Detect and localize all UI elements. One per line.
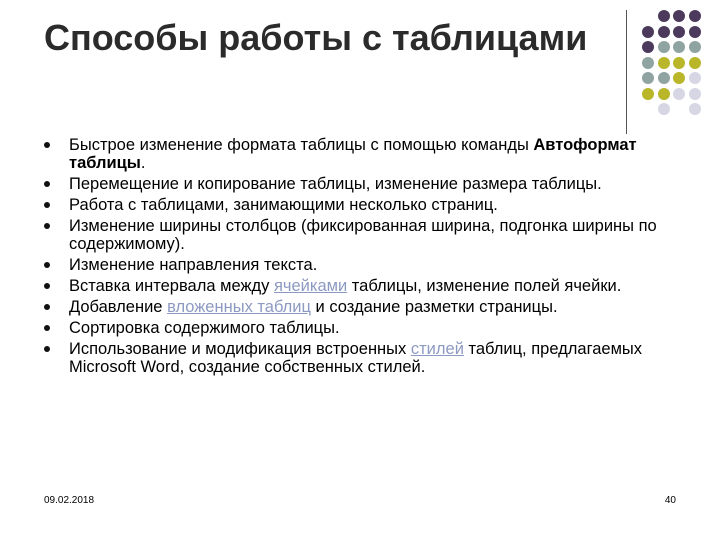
list-item bbox=[42, 256, 662, 274]
item-text: Добавление bbox=[69, 298, 168, 316]
decorative-dot bbox=[658, 26, 670, 38]
list-item bbox=[42, 217, 662, 253]
item-text: Автоформат таблицы bbox=[69, 136, 637, 172]
decorative-dot bbox=[658, 103, 670, 115]
item-text: таблиц, предлагаемых Microsoft Word, создание собственных стилей. bbox=[69, 340, 643, 376]
decorative-dot bbox=[689, 72, 701, 84]
item-text: Сортировка содержимого таблицы. bbox=[69, 319, 340, 337]
decorative-dot bbox=[642, 26, 654, 38]
decorative-dot bbox=[658, 41, 670, 53]
decorative-dot bbox=[673, 41, 685, 53]
hyperlink[interactable]: ячейками bbox=[273, 277, 348, 295]
page-number: 40 bbox=[664, 495, 676, 506]
list-item bbox=[42, 298, 662, 316]
decorative-dot bbox=[689, 10, 701, 22]
bullet-icon bbox=[44, 346, 50, 352]
item-text: Вставка интервала между bbox=[69, 277, 274, 295]
hyperlink[interactable]: стилей bbox=[410, 340, 464, 358]
bullet-icon bbox=[44, 181, 50, 187]
decorative-dot bbox=[673, 88, 685, 100]
item-text: Изменение ширины столбцов (фиксированная ширина, подгонка ширины по содержимому). bbox=[69, 217, 657, 253]
list-item bbox=[42, 277, 662, 295]
decorative-dot bbox=[673, 10, 685, 22]
decorative-dot bbox=[689, 26, 701, 38]
item-text: . bbox=[140, 154, 146, 172]
list-item bbox=[42, 319, 662, 337]
bullet-icon bbox=[44, 283, 50, 289]
list-item bbox=[42, 196, 662, 214]
bullet-icon bbox=[44, 142, 50, 148]
decorative-dot bbox=[689, 57, 701, 69]
list-item bbox=[42, 175, 662, 193]
item-text: Работа с таблицами, занимающими несколько страниц. bbox=[69, 196, 498, 214]
list-item bbox=[42, 136, 662, 172]
decorative-dot bbox=[689, 103, 701, 115]
decorative-dot bbox=[642, 41, 654, 53]
decorative-dot bbox=[658, 88, 670, 100]
bullet-icon bbox=[44, 262, 50, 268]
hyperlink[interactable]: вложенных таблиц bbox=[167, 298, 311, 316]
list-item bbox=[42, 340, 662, 376]
decorative-dot bbox=[642, 72, 654, 84]
decorative-dot bbox=[673, 72, 685, 84]
decorative-dot-grid bbox=[0, 0, 720, 140]
item-text: и создание разметки страницы. bbox=[310, 298, 558, 316]
item-text: Изменение направления текста. bbox=[69, 256, 318, 274]
bullet-icon bbox=[44, 223, 50, 229]
bullet-icon bbox=[44, 325, 50, 331]
item-text: Перемещение и копирование таблицы, изменение размера таблицы. bbox=[69, 175, 602, 193]
decorative-dot bbox=[642, 88, 654, 100]
decorative-dot bbox=[689, 41, 701, 53]
decorative-dot bbox=[673, 57, 685, 69]
slide-title: Способы работы с таблицами bbox=[44, 17, 588, 58]
decorative-dot bbox=[642, 57, 654, 69]
item-text: Быстрое изменение формата таблицы с помощью команды bbox=[69, 136, 534, 154]
decorative-dot bbox=[658, 10, 670, 22]
decorative-dot bbox=[689, 88, 701, 100]
decorative-dot bbox=[673, 26, 685, 38]
decorative-dot bbox=[658, 57, 670, 69]
item-text: таблицы, изменение полей ячейки. bbox=[347, 277, 622, 295]
item-text: Использование и модификация встроенных bbox=[69, 340, 411, 358]
footer-date: 09.02.2018 bbox=[44, 495, 95, 506]
bullet-icon bbox=[44, 304, 50, 310]
bullet-list bbox=[42, 136, 662, 379]
bullet-icon bbox=[44, 202, 50, 208]
decorative-dot bbox=[658, 72, 670, 84]
